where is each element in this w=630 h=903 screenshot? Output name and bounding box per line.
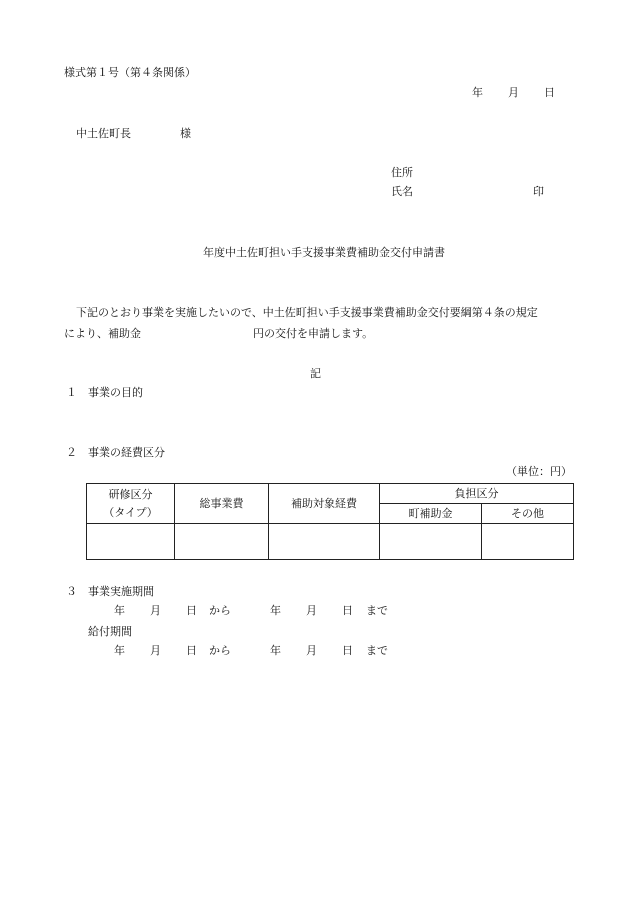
header-other: その他 bbox=[482, 504, 574, 524]
section-1-label: 事業の目的 bbox=[88, 386, 143, 399]
header-eligible-cost: 補助対象経費 bbox=[269, 484, 380, 524]
cell-town-subsidy[interactable] bbox=[380, 524, 482, 560]
section-3-label: 事業実施期間 bbox=[88, 585, 154, 598]
header-training-category-line1: 研修区分 bbox=[108, 488, 153, 502]
impl-start-day: 日 bbox=[186, 604, 197, 617]
section-2-label: 事業の経費区分 bbox=[88, 446, 165, 459]
header-burden-category: 負担区分 bbox=[380, 484, 574, 504]
impl-end-day: 日 bbox=[342, 604, 353, 617]
table-row bbox=[87, 524, 574, 560]
document-title: 年度中土佐町担い手支援事業費補助金交付申請書 bbox=[203, 246, 445, 259]
header-training-category-line2: （タイプ） bbox=[103, 505, 158, 519]
benefit-until: まで bbox=[366, 644, 388, 657]
date-day: 日 bbox=[544, 86, 555, 99]
cell-other[interactable] bbox=[482, 524, 574, 560]
benefit-end-day: 日 bbox=[342, 644, 353, 657]
benefit-start-day: 日 bbox=[186, 644, 197, 657]
addressee-name: 中土佐町長 bbox=[76, 127, 131, 140]
section-1-number: １ bbox=[66, 386, 77, 399]
impl-start-month: 月 bbox=[150, 604, 161, 617]
unit-label: （単位：円） bbox=[506, 465, 572, 478]
form-number: 様式第１号（第４条関係） bbox=[64, 66, 196, 79]
header-total-cost: 総事業費 bbox=[175, 484, 269, 524]
benefit-start-month: 月 bbox=[150, 644, 161, 657]
impl-until: まで bbox=[366, 604, 388, 617]
benefit-from: から bbox=[209, 644, 231, 657]
body-line-1: 下記のとおり事業を実施したいので、中土佐町担い手支援事業費補助金交付要綱第４条の規定 bbox=[76, 306, 538, 319]
cost-breakdown-table bbox=[86, 483, 574, 560]
impl-start-year: 年 bbox=[114, 604, 125, 617]
body-line-2a: により、補助金 bbox=[64, 327, 141, 340]
date-month: 月 bbox=[508, 86, 519, 99]
cell-total-cost[interactable] bbox=[175, 524, 269, 560]
table-header-row-1 bbox=[87, 484, 574, 504]
impl-end-month: 月 bbox=[306, 604, 317, 617]
impl-from: から bbox=[209, 604, 231, 617]
benefit-start-year: 年 bbox=[114, 644, 125, 657]
cell-eligible-cost[interactable] bbox=[269, 524, 380, 560]
date-year: 年 bbox=[472, 86, 483, 99]
ki-heading: 記 bbox=[310, 367, 321, 380]
header-training-category bbox=[87, 484, 175, 524]
name-label: 氏名 bbox=[391, 185, 413, 198]
address-label: 住所 bbox=[391, 166, 413, 179]
benefit-period-label: 給付期間 bbox=[88, 625, 132, 638]
benefit-end-year: 年 bbox=[270, 644, 281, 657]
addressee-honorific: 様 bbox=[180, 127, 191, 140]
impl-end-year: 年 bbox=[270, 604, 281, 617]
body-line-2b: 円の交付を申請します。 bbox=[253, 327, 374, 340]
benefit-end-month: 月 bbox=[306, 644, 317, 657]
header-town-subsidy: 町補助金 bbox=[380, 504, 482, 524]
cell-training-category[interactable] bbox=[87, 524, 175, 560]
seal-mark: 印 bbox=[533, 185, 544, 198]
section-2-number: ２ bbox=[66, 446, 77, 459]
section-3-number: ３ bbox=[66, 585, 77, 598]
